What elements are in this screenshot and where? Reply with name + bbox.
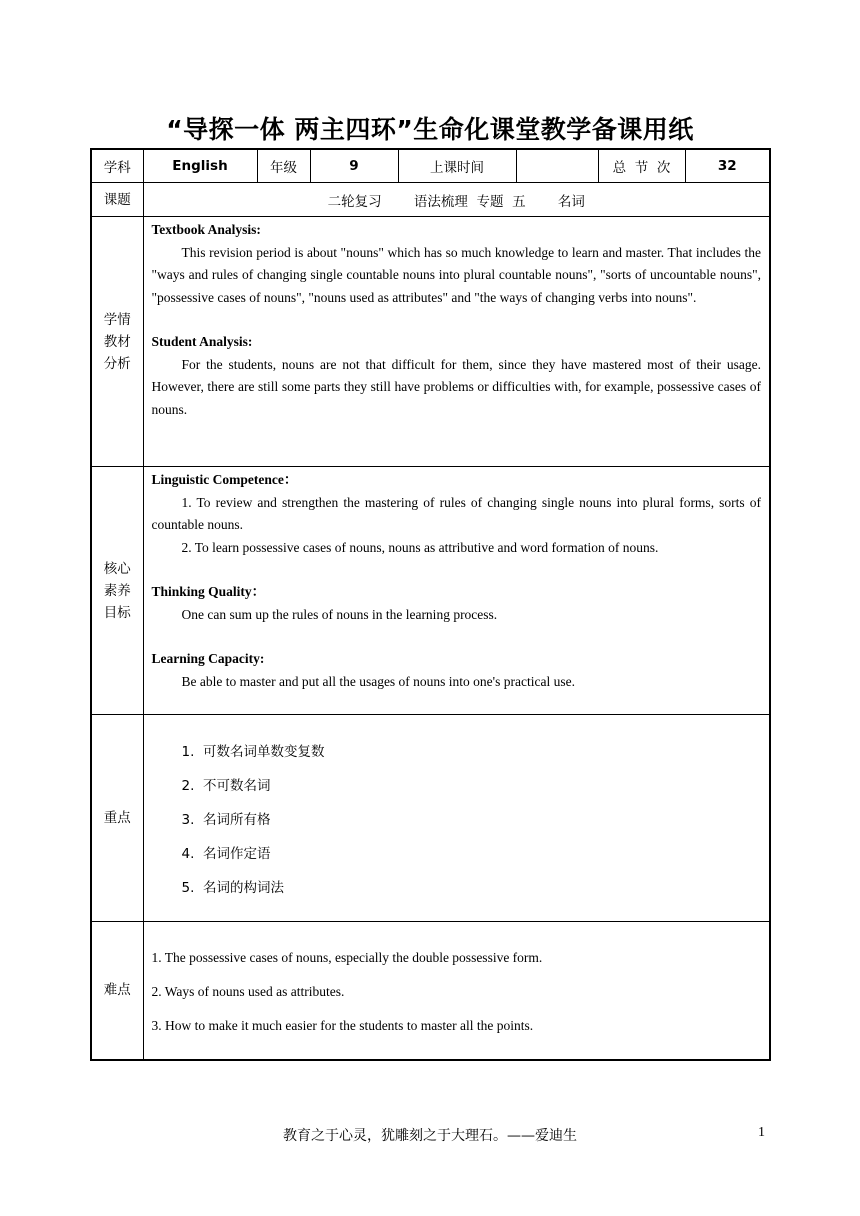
- topic-label: 课题: [91, 183, 143, 217]
- difficulties-row: [91, 922, 770, 1060]
- grade-value: 9: [310, 149, 398, 183]
- class-time-label: 上课时间: [398, 149, 516, 183]
- header-row: [91, 149, 770, 183]
- page-title: “导探一体 两主四环”生命化课堂教学备课用纸: [166, 115, 694, 144]
- thinking-text: One can sum up the rules of nouns in the learning process.: [181, 606, 498, 622]
- analysis-row: [91, 217, 770, 467]
- key-point-item: 1. 可数名词单数变复数: [181, 744, 325, 760]
- key-points-label: 重点: [91, 715, 143, 922]
- difficulties-list: [143, 922, 770, 1060]
- analysis-label: 学情 教材 分析: [91, 217, 143, 467]
- page-number: 1: [758, 1125, 765, 1140]
- key-points-row: [91, 715, 770, 922]
- difficulty-item: 3. How to make it much easier for the students to master all the points.: [151, 1018, 534, 1033]
- topic-part-grammar: 语法梳理 专题 五: [413, 193, 526, 210]
- topic-part-review: 二轮复习: [327, 193, 382, 210]
- key-point-item: 4. 名词作定语: [181, 846, 271, 862]
- difficulty-item: 2. Ways of nouns used as attributes.: [151, 984, 345, 999]
- linguistic-heading: Linguistic Competence：: [151, 472, 298, 487]
- textbook-analysis-heading: Textbook Analysis:: [151, 222, 261, 237]
- total-sessions-label: 总 节 次: [598, 149, 685, 183]
- class-time-value: [516, 149, 598, 183]
- learning-text: Be able to master and put all the usages of nouns into one's practical use.: [181, 673, 575, 689]
- thinking-heading: Thinking Quality：: [151, 584, 266, 599]
- subject-value: English: [143, 149, 257, 183]
- goals-row: [91, 467, 770, 715]
- key-point-item: 3. 名词所有格: [181, 812, 271, 828]
- student-analysis-heading: Student Analysis:: [151, 334, 253, 349]
- lesson-plan-table: [90, 148, 771, 1061]
- footer-quote: 教育之于心灵，犹雕刻之于大理石。——爱迪生: [283, 1128, 577, 1144]
- analysis-content: [143, 217, 770, 467]
- learning-heading: Learning Capacity:: [151, 651, 265, 666]
- textbook-analysis-text: This revision period is about "nouns" which has so much knowledge to learn and master. That includes the "ways and rules of changing single countable nouns into plural countable nouns", "sorts of uncountable nouns", "possessive cases of nouns", "nouns used as attributes" and "the ways of changing verbs into nouns".: [151, 244, 761, 305]
- goals-label: 核心 素养 目标: [91, 467, 143, 715]
- topic-row: [91, 183, 770, 217]
- linguistic-item: 1. To review and strengthen the mastering of rules of changing single nouns into plural forms, sorts of countable nouns.: [151, 494, 761, 532]
- key-points-list: [143, 715, 770, 922]
- difficulty-item: 1. The possessive cases of nouns, especially the double possessive form.: [151, 950, 543, 965]
- key-point-item: 5. 名词的构词法: [181, 880, 284, 896]
- subject-label: 学科: [91, 149, 143, 183]
- goals-content: [143, 467, 770, 715]
- grade-label: 年级: [257, 149, 310, 183]
- student-analysis-text: For the students, nouns are not that difficult for them, since they have mastered most of their usage. However, there are still some parts they still have problems or difficulties with, for example, possessive cases of nouns.: [151, 356, 761, 417]
- topic-part-nouns: 名词: [557, 193, 585, 210]
- total-sessions-value: 32: [685, 149, 770, 183]
- topic-value: [143, 183, 770, 217]
- key-point-item: 2. 不可数名词: [181, 778, 271, 794]
- difficulties-label: 难点: [91, 922, 143, 1060]
- linguistic-item: 2. To learn possessive cases of nouns, nouns as attributive and word formation of nouns.: [181, 539, 659, 555]
